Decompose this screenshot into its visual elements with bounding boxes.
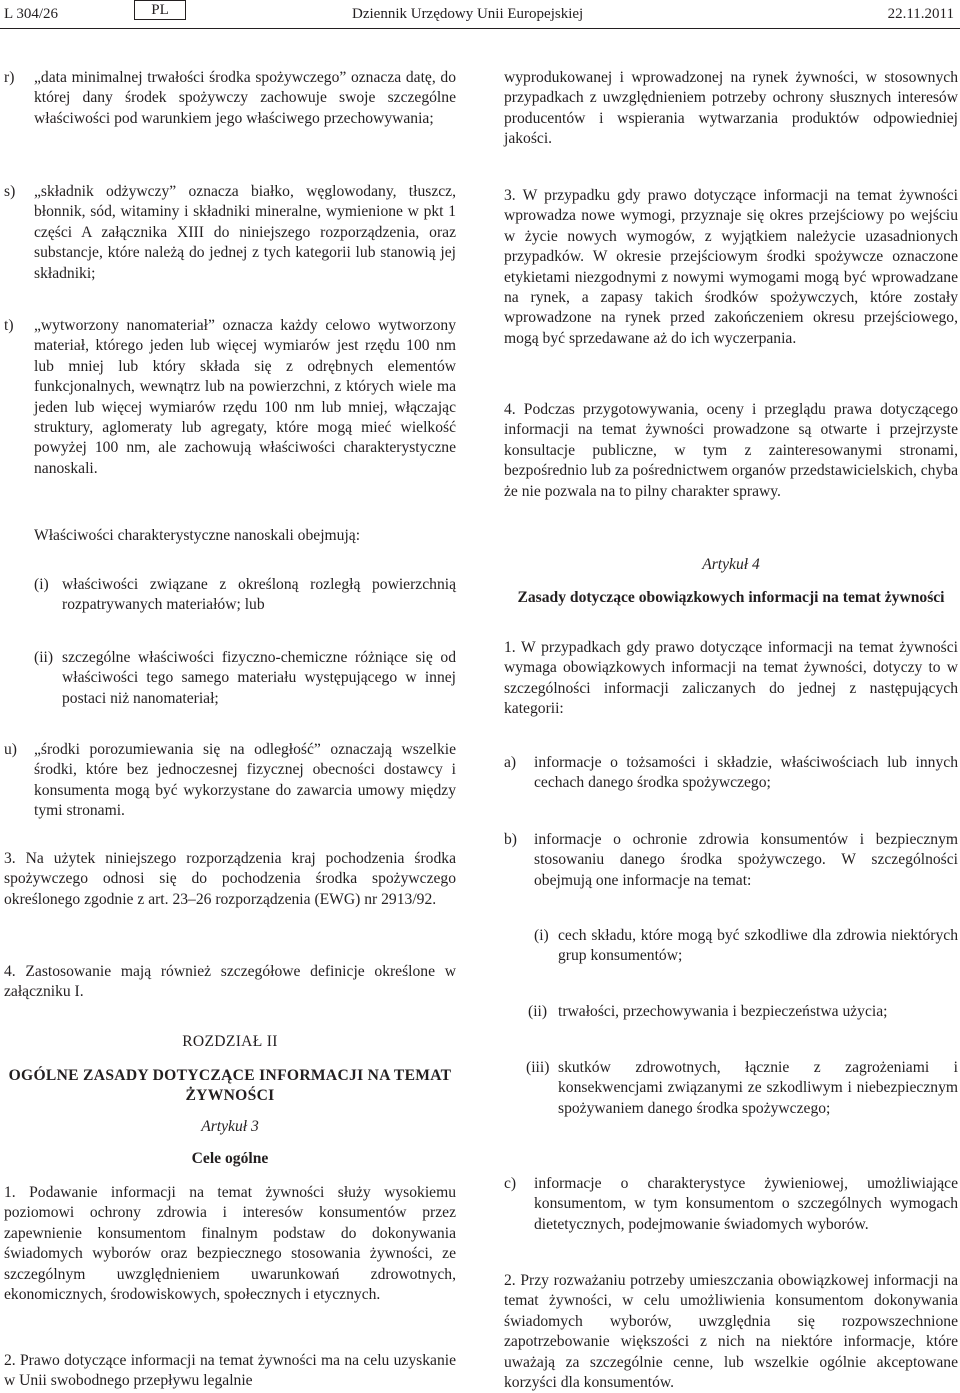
item-text: informacje o tożsamości i składzie, właściwościach lub innych cechach danego środka spożywczego; bbox=[534, 754, 958, 792]
definition-t bbox=[4, 316, 456, 479]
item-label: (iii) bbox=[526, 1059, 550, 1076]
article-3-paragraph-1: 1. Podawanie informacji na temat żywności służy wysokiemu poziomowi ochrony zdrowia i interesów konsumentów przez zapewnienie konsumentom finalnym podstaw do dokonywania świadomych wyborów oraz bezpiecznego stosowania żywności, ze szczególnym uwzględnieniem uwarunkowań zdrowotnych, ekonomicznych, środowiskowych, społecznych i etycznych. bbox=[4, 1184, 456, 1304]
publication-date: 22.11.2011 bbox=[887, 6, 954, 22]
item-label: b) bbox=[504, 831, 517, 848]
item-label: a) bbox=[504, 754, 517, 771]
item-text: „data minimalnej trwałości środka spożywczego” oznacza datę, do której dany środek spożywczy zachowuje swoje szczególne właściwości pod warunkiem jego właściwego przechowywania; bbox=[34, 69, 456, 127]
article-4-title: Zasady dotyczące obowiązkowych informacji na temat żywności bbox=[517, 589, 945, 606]
continued-paragraph: wyprodukowanej i wprowadzonej na rynek żywności, w stosownych przypadkach z uwzględnieniem potrzeby ochrony słusznych interesów producentów i wspierania wytwarzania produktów odpowiedniej jakości. bbox=[504, 69, 958, 148]
item-text: „składnik odżywczy” oznacza białko, węglowodany, tłuszcz, błonnik, sód, witaminy i składniki mineralne, wymienione w pkt 1 części A załącznika XIII do niniejszego rozporządzenia, oraz substancje, które należą do jednej z tych kategorii lub stanowią jej składniki; bbox=[34, 183, 456, 282]
item-text: „wytworzony nanomateriał” oznacza każdy celowo wytworzony materiał, którego jeden lub więcej wymiarów jest rzędu 100 nm lub mniej lub który składa się z odrębnych elementów funkcjonalnych, wewnątrz lub na powierzchni, z których wiele ma jeden lub więcej wymiarów rzędu 100 nm lub mniej, włączając struktury, aglomeraty lub agregaty, które mogą mieć wielkość powyżej 100 nm, ale zachowują właściwości charakterystyczne nanoskali. bbox=[34, 317, 456, 477]
definition-u bbox=[4, 740, 456, 822]
item-text: informacje o charakterystyce żywieniowej, umożliwiające konsumentom, w tym konsumentom o szczególnych wymogach dietetycznych, podejmowanie świadomych wyborów. bbox=[534, 1175, 958, 1233]
item-label: c) bbox=[504, 1175, 517, 1192]
item-label: (ii) bbox=[528, 1003, 548, 1020]
nanoscale-item-i bbox=[34, 575, 456, 616]
item-label: (i) bbox=[34, 576, 49, 593]
item-label: u) bbox=[4, 741, 17, 758]
category-c bbox=[504, 1174, 958, 1235]
article-4-heading: Artykuł 4 bbox=[702, 556, 760, 573]
item-text: trwałości, przechowywania i bezpieczeństwa użycia; bbox=[558, 1003, 888, 1020]
item-label: s) bbox=[4, 183, 16, 200]
item-text: informacje o ochronie zdrowia konsumentów i bezpiecznym stosowaniu danego środka spożywczego. W szczególności obejmują one informacje na temat: bbox=[534, 831, 958, 889]
item-label: r) bbox=[4, 69, 15, 86]
item-text: cech składu, które mogą być szkodliwe dla zdrowia niektórych grup konsumentów; bbox=[558, 927, 958, 965]
paragraph-4: 4. Zastosowanie mają również szczegółowe definicje określone w załączniku I. bbox=[4, 963, 456, 1001]
chapter-title: OGÓLNE ZASADY DOTYCZĄCE INFORMACJI NA TEMAT ŻYWNOŚCI bbox=[8, 1067, 452, 1105]
category-b-item-i bbox=[534, 926, 958, 967]
item-text: skutków zdrowotnych, łącznie z zagrożeniami i konsekwencjami związanymi ze szkodliwym i niebezpiecznym spożywaniem danego środka spożywczego; bbox=[558, 1059, 958, 1117]
header-rule bbox=[0, 28, 960, 29]
definition-s bbox=[4, 182, 456, 284]
item-text: „środki porozumiewania się na odległość” oznaczają wszelkie środki, które bez jednoczesnej fizycznej obecności dostawcy i konsumenta mogą być wykorzystane do zawarcia umowy między tymi stronami. bbox=[34, 741, 456, 820]
nanoscale-item-ii bbox=[34, 648, 456, 709]
item-text: szczególne właściwości fizyczno-chemiczne różniące się od właściwości tego samego materiału występującego w innej postaci niż nanomateriał; bbox=[62, 649, 456, 707]
language-box: PL bbox=[134, 0, 186, 20]
category-b-item-ii bbox=[528, 1002, 958, 1022]
paragraph-4: 4. Podczas przygotowywania, oceny i przeglądu prawa dotyczącego informacji na temat żywności prowadzone są otwarte i przejrzyste konsultacje publiczne, w tym z zainteresowanymi stronami, bezpośrednio lub za pośrednictwem organów przedstawicielskich, chyba że nie pozwala na to pilny charakter sprawy. bbox=[504, 401, 958, 500]
page-reference: L 304/26 bbox=[4, 6, 59, 22]
item-label: (i) bbox=[534, 927, 549, 944]
article-3-heading: Artykuł 3 bbox=[201, 1118, 259, 1135]
chapter-heading: ROZDZIAŁ II bbox=[182, 1033, 278, 1050]
article-3-title: Cele ogólne bbox=[191, 1150, 269, 1167]
article-3-paragraph-2: 2. Prawo dotyczące informacji na temat żywności ma na celu uzyskanie w Unii swobodnego przepływu legalnie bbox=[4, 1352, 456, 1390]
item-label: t) bbox=[4, 317, 14, 334]
category-a bbox=[504, 753, 958, 794]
category-b-item-iii bbox=[526, 1058, 958, 1119]
item-label: (ii) bbox=[34, 649, 54, 666]
page-header bbox=[0, 0, 960, 22]
article-4-paragraph-2: 2. Przy rozważaniu potrzeby umieszczania obowiązkowej informacji na temat żywności, w celu umożliwienia konsumentom dokonywania świadomych wyborów, uwzględnia się rozpowszechnione zapotrzebowanie większości z nich na niektóre informacje, które uważają za szczególnie cenne, lub wszelkie ogólnie akceptowane korzyści dla konsumentów. bbox=[504, 1272, 958, 1392]
definition-r bbox=[4, 68, 456, 129]
category-b bbox=[504, 830, 958, 891]
journal-title: Dziennik Urzędowy Unii Europejskiej bbox=[352, 6, 584, 22]
item-text: właściwości związane z określoną rozległą powierzchnią rozpatrywanych materiałów; lub bbox=[62, 576, 456, 614]
article-4-paragraph-1: 1. W przypadkach gdy prawo dotyczące informacji na temat żywności wymaga obowiązkowych informacji na temat żywności, dotyczy to w szczególności informacji zaliczanych do jednej z następujących kategorii: bbox=[504, 639, 958, 718]
paragraph-3: 3. W przypadku gdy prawo dotyczące informacji na temat żywności wprowadza nowe wymogi, przyznaje się okres przejściowy po wejściu w życie nowych wymogów, z wyjątkiem należycie uzasadnionych przypadków. W okresie przejściowym środki spożywcze oznaczone etykietami niezgodnymi z nowymi wymogami mogą być wprowadzane na rynek, a zapasy takich środków spożywczych, które zostały wprowadzone na rynek przed zakończeniem okresu przejściowego, mogą być sprzedawane aż do ich wyczerpania. bbox=[504, 187, 958, 347]
paragraph-3: 3. Na użytek niniejszego rozporządzenia kraj pochodzenia środka spożywczego odnosi się do pochodzenia środka spożywczego określonego zgodnie z art. 23–26 rozporządzenia (EWG) nr 2913/92. bbox=[4, 850, 456, 908]
nanoscale-intro: Właściwości charakterystyczne nanoskali obejmują: bbox=[34, 527, 361, 544]
